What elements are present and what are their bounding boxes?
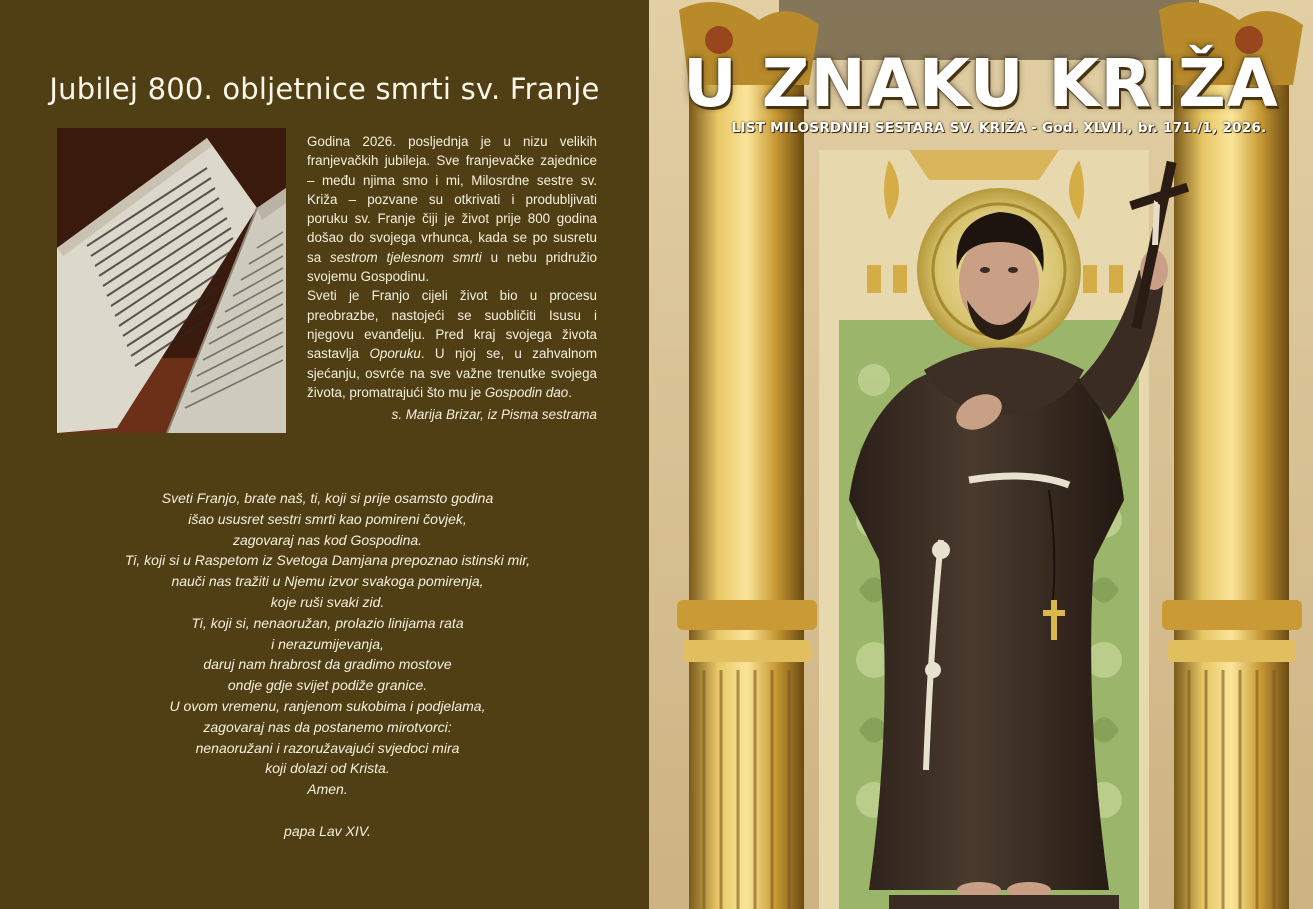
prayer-line: koji dolazi od Krista. [265,760,390,777]
back-cover [0,0,649,909]
prayer-line: nauči nas tražiti u Njemu izvor svakoga pomirenja, [171,573,484,590]
prayer-line: daruj nam hrabrost da gradimo mostove [203,656,452,673]
open-book-photo [57,128,286,433]
prayer-line: U ovom vremenu, ranjenom sukobima i podjelama, [169,697,486,714]
article-text-run: . U njoj se, u zahvalnom sjećanju, osvrće na sve važne trenutke svojega života, promatrajući što mu je [307,346,598,400]
article-paragraph-1 [307,132,597,286]
prayer [0,488,655,842]
article-signature: s. Marija Brizar, iz Pisma sestrama [391,407,597,423]
prayer-line: zagovaraj nas kod Gospodina. [232,531,423,548]
article-text-run: . [568,384,572,400]
article-emphasis: Oporuku [369,346,421,362]
masthead-title: U ZNAKU KRIŽA [683,45,1279,122]
article-emphasis: sestrom tjelesnom smrti [330,249,482,265]
prayer-line: nenaoružani i razoružavajući svjedoci mira [195,739,460,756]
prayer-line: zagovaraj nas da postanemo mirotvorci: [203,718,452,735]
article-text-run: Sveti je Franjo cijeli život bio u procesu preobrazbe, nastojeći se suobličiti Isusu i njegovu evanđelju. Pred kraj svojega života sastavlja [307,288,597,362]
prayer-line: Ti, koji si u Raspetom iz Svetoga Damjana prepoznao istinski mir, [124,552,531,569]
prayer-line: Amen. [307,781,348,798]
prayer-line: i nerazumijevanja, [271,635,384,652]
article-text-run: u nebu pridružio svojemu Gospodinu. [307,249,597,285]
article-emphasis: Gospodin dao [484,384,569,400]
front-cover [649,0,1313,909]
prayer-line: Sveti Franjo, brate naš, ti, koji si prije osamsto godina [161,490,494,506]
open-book-illustration [57,128,286,433]
prayer-spacer [0,800,655,821]
prayer-line: koje ruši svaki zid. [270,593,385,610]
article-text [307,132,597,424]
article-text-run: Godina 2026. posljednja je u nizu velikih franjevačkih jubileja. Sve franjevačke zajednice – među njima smo i mi, Milosrdne sestre sv. Križa – pozvane su otkrivati i produbljivati poruku sv. Franje čiji je život prije 800 godina došao do svojega vrhunca, kada se po susretu sa [307,134,597,265]
prayer-line: išao ususret sestri smrti kao pomireni čovjek, [188,510,467,527]
article-paragraph-2 [307,286,597,402]
back-cover-title: Jubilej 800. obljetnice smrti sv. Franje [49,72,600,106]
prayer-line: Ti, koji si, nenaoružan, prolazio linijama rata [191,614,464,631]
statue-photo [649,0,1313,909]
prayer-author: papa Lav XIV. [284,822,371,839]
masthead-subtitle: LIST MILOSRDNIH SESTARA SV. KRIŽA - God. XLVII., br. 171./1, 2026. [731,120,1267,136]
prayer-line: ondje gdje svijet podiže granice. [227,677,428,694]
